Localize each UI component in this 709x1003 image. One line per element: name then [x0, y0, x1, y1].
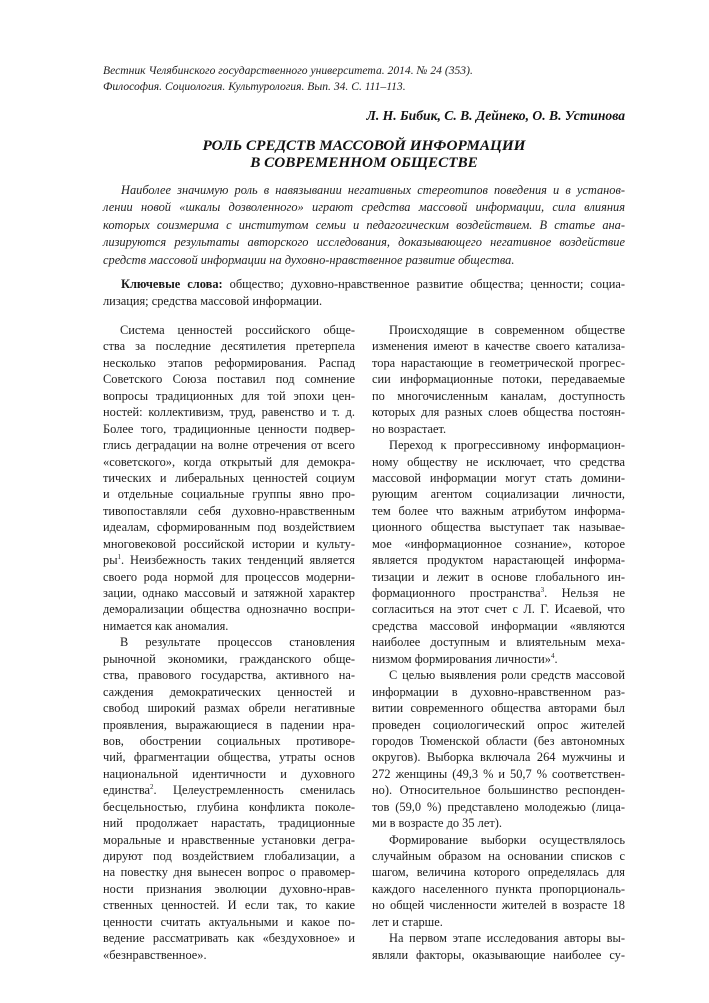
- body-line: тизации и лежит в основе глобального ин-: [372, 569, 625, 584]
- body-line: ства, правового государства, активного на-: [103, 668, 355, 683]
- body-column-left: [103, 322, 355, 963]
- abstract-line: лизируются результаты авторского исследования, доказывающего негативное воздействие: [103, 235, 625, 250]
- body-line: С целью выявления роли средств массовой: [389, 668, 625, 683]
- body-line: но возрастает.: [372, 421, 447, 436]
- body-line: но общей численности жителей в возрасте 18: [372, 898, 625, 913]
- article-title: [103, 137, 625, 171]
- keywords-label: Ключевые слова:: [121, 277, 223, 291]
- body-line: на повестку дня вынесен вопрос о правомер-: [103, 865, 355, 880]
- body-line-with-footnote: единства$^2$. Целеустремленность сменилась: [103, 783, 355, 798]
- body-line: лет и старше.: [372, 914, 443, 929]
- body-line: мое «информационное сознание», которое: [372, 536, 625, 551]
- body-line: информации в духовно-нравственном раз-: [372, 684, 625, 699]
- article-keywords: [103, 276, 625, 311]
- body-line: городов Тюменской области (без автономных: [372, 733, 625, 748]
- body-line: Более того, традиционные ценности подвер-: [103, 421, 355, 436]
- body-line: ний продолжает нарастать, традиционные: [103, 816, 355, 831]
- keywords-text-1: общество; духовно-нравственное развитие общества; ценности; социа-: [222, 277, 625, 291]
- body-line: вопросы традиционных для той эпохи цен-: [103, 388, 355, 403]
- body-line: ностей: коллективизм, труд, равенство и т. д.: [103, 405, 355, 420]
- body-line: саждения демократических ценностей и: [103, 684, 355, 699]
- body-line: проявления, выражающиеся в падении нра-: [103, 717, 355, 732]
- body-line: идеалам, сформированным под воздействием: [103, 520, 355, 535]
- body-line: наиболее доступным и влиятельным меха-: [372, 635, 625, 650]
- footnote-ref-2[interactable]: 2: [150, 783, 154, 792]
- body-line: по многочисленным каналам, доступность: [372, 388, 625, 403]
- body-column-right: [372, 322, 625, 963]
- body-line: свобод широкий размах обрели негативные: [103, 701, 355, 716]
- body-line: зации, однако массовый и затяжной характер: [103, 586, 355, 600]
- body-line: Происходящие в современном обществе: [389, 323, 625, 337]
- body-line: На первом этапе исследования авторы вы-: [389, 931, 625, 946]
- body-line: ведение рассматривать как «бездуховное» и: [103, 931, 355, 946]
- body-line: глись деградации на волне отречения от всего: [103, 438, 355, 453]
- abstract-line: лении новой «шкалы дозволенного» играют средства массовой информации, сила влияния: [103, 200, 625, 215]
- body-line: моральные и нравственные установки дегра-: [103, 832, 355, 847]
- body-line: каждого населенного пункта пропорциональ-: [372, 881, 625, 896]
- body-line: вов, обострении социальных противоре-: [103, 733, 355, 748]
- abstract-line: средств массовой информации на духовно-нравственное развитие общества.: [103, 252, 515, 267]
- body-line: 272 женщины (49,3 % и 50,7 % соответствен-: [372, 766, 625, 781]
- footnote-ref-4[interactable]: 4: [550, 651, 555, 660]
- body-line: национальной идентичности и духовного: [103, 766, 355, 781]
- body-line: ности признания эволюции духовно-нрав-: [103, 881, 355, 896]
- body-line: рыночной экономики, гражданского обще-: [103, 651, 355, 666]
- body-line: несколько этапов реформирования. Распад: [103, 355, 355, 370]
- body-line: проведен социологический опрос жителей: [372, 717, 625, 732]
- body-line: ми в возрасте до 35 лет).: [372, 816, 502, 831]
- body-line: тем более что важным атрибутом информа-: [372, 503, 625, 518]
- journal-citation-header: [103, 63, 623, 95]
- body-line: тивопоставляли себя духовно-нравственным: [103, 503, 355, 518]
- article-title-line-2: В СОВРЕМЕННОМ ОБЩЕСТВЕ: [250, 154, 478, 171]
- body-line: ционного общества выступает так называе-: [372, 520, 625, 535]
- body-line: ному обществу не исключает, что средства: [372, 454, 625, 469]
- footnote-ref-1[interactable]: 1: [117, 553, 122, 562]
- body-line: витии современного общества авторами был: [372, 701, 625, 716]
- body-line: является продуктом нарастающей информа-: [372, 553, 625, 568]
- body-line: многовековой российской истории и культу-: [103, 536, 355, 551]
- article-title-line-1: РОЛЬ СРЕДСТВ МАССОВОЙ ИНФОРМАЦИИ: [202, 137, 526, 154]
- keywords-line-2: лизация; средства массовой информации.: [103, 294, 323, 309]
- body-line: «советского», когда открытый для демокра-: [103, 454, 355, 469]
- abstract-line: которых соизмерима с институтом семьи и педагогическим воздействием. В статье ана-: [103, 217, 625, 232]
- body-line: средства массовой информации «являются: [372, 618, 625, 633]
- body-line: которых для разных слоев общества постоян-: [372, 405, 625, 420]
- journal-citation-line-2: Философия. Социология. Культурология. Вып. 34. С. 111–113.: [103, 80, 406, 93]
- keywords-line-1: [103, 276, 625, 293]
- body-line: нимается как аномалия.: [103, 618, 229, 633]
- body-line: массовой информации могут стать домини-: [372, 470, 625, 485]
- body-line: и отдельные социальные группы явно про-: [103, 487, 355, 502]
- body-line-with-footnote: низмом формирования личности»$^4$.: [372, 651, 558, 666]
- body-line-with-footnote: $ры^1$. Неизбежность таких тенденций является: [103, 553, 355, 568]
- body-line: тора нарастающие в геометрической прогрес-: [372, 355, 625, 370]
- article-abstract: [103, 182, 625, 269]
- body-line: Система ценностей российского обще-: [120, 323, 355, 337]
- body-line: изменения имеют в качестве своего катализа-: [372, 339, 625, 354]
- body-line: рующим агентом социализации личности,: [372, 487, 625, 502]
- body-line: ценности считать актуальными и какое по-: [103, 914, 355, 929]
- body-line: бесцельностью, глубина конфликта поколе-: [103, 799, 355, 814]
- body-line: случайным образом на основании списков с: [372, 849, 625, 863]
- body-line: Советского Союза поставил под сомнение: [103, 372, 355, 387]
- abstract-line: Наиболее значимую роль в навязывании негативных стереотипов поведения и в установ-: [121, 183, 625, 197]
- body-line: дируют под воздействием глобализации, а: [103, 849, 355, 863]
- body-line-with-footnote: формационного пространства$^3$. Нельзя не: [372, 586, 625, 600]
- body-line: ства за последние десятилетия претерпела: [103, 339, 355, 354]
- body-line: шагом, величина которого определялась для: [372, 865, 625, 880]
- body-line: округов). Выборка включала 264 мужчины и: [372, 750, 625, 765]
- body-line: сии информационные потоки, передаваемые: [372, 372, 625, 387]
- body-line: «безнравственное».: [103, 947, 207, 962]
- body-line: Переход к прогрессивному информацион-: [389, 438, 625, 453]
- body-line: Формирование выборки осуществлялось: [389, 832, 625, 847]
- article-authors: Л. Н. Бибик, С. В. Дейнеко, О. В. Устинова: [366, 108, 625, 123]
- body-line: своего рода нормой для процессов модерни-: [103, 569, 355, 584]
- body-line: но). Относительное большинство респонден-: [372, 783, 625, 798]
- body-line: В результате процессов становления: [120, 635, 355, 650]
- body-line: чий, фрагментации общества, утраты основ: [103, 750, 355, 765]
- body-line: являли факторы, оказывающие наиболее су-: [372, 947, 625, 962]
- footnote-ref-3[interactable]: 3: [540, 586, 545, 594]
- body-line: тов (59,0 %) представлено молодежью (лица-: [372, 799, 625, 814]
- body-line: деморализации общества однозначно воспри-: [103, 602, 355, 617]
- body-line: согласиться на этот счет с Л. Г. Исаевой, что: [372, 602, 625, 617]
- journal-citation-line-1: Вестник Челябинского государственного университета. 2014. № 24 (353).: [103, 64, 473, 77]
- body-line: ственных ценностей. И если так, то какие: [103, 898, 355, 913]
- body-line: тических и либеральных ценностей социум: [103, 470, 355, 485]
